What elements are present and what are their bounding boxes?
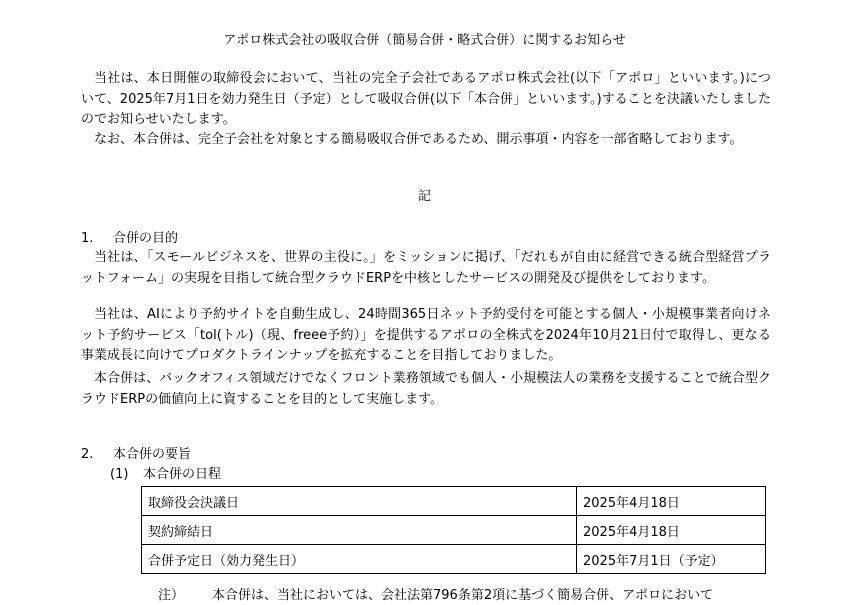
section-1-title: 合併の目的: [113, 231, 179, 246]
ki-marker: 記: [417, 189, 431, 204]
table-row: [142, 516, 766, 545]
section-1-heading: [81, 230, 178, 248]
section-2-number: 2.: [81, 447, 94, 462]
section-1-paragraph-2: 当社は、AIにより予約サイトを自動生成し、24時間365日ネット予約受付を可能とする個人・小規模事業者向けネット予約サービス「tol(トル)（現、freee予約）」を提供するアポロの全株式を2024年10月21日付で取得し、更なる事業成長に向けてプロダクトラインナップを拡充することを目指しておりました。: [81, 307, 771, 363]
intro-paragraph-2: なお、本合併は、完全子会社を対象とする簡易吸収合併であるため、開示事項・内容を一部省略しております。: [94, 132, 743, 147]
subsection-1-title: 本合併の日程: [143, 467, 222, 482]
schedule-table: [141, 486, 766, 574]
table-row: [142, 545, 766, 574]
schedule-date: 2025年4月18日: [577, 487, 766, 516]
document-title: アポロ株式会社の吸収合併（簡易合併・略式合併）に関するお知らせ: [223, 33, 626, 48]
schedule-note: [158, 587, 713, 605]
section-1-number: 1.: [81, 231, 94, 246]
section-2-title: 本合併の要旨: [113, 447, 192, 462]
section-1-paragraph-1: 当社は、「スモールビジネスを、世界の主役に。」をミッションに掲げ、「だれもが自由に経営できる統合型経営プラットフォーム」の実現を目指して統合型クラウドERPを中核としたサービスの開発及び提供をしております。: [81, 250, 771, 286]
schedule-label: 契約締結日: [142, 516, 577, 545]
schedule-label: 合併予定日（効力発生日）: [142, 545, 577, 574]
subsection-1-heading: [110, 466, 221, 484]
table-row: [142, 487, 766, 516]
schedule-label: 取締役会決議日: [142, 487, 577, 516]
note-label: 注）: [158, 588, 185, 603]
subsection-1-number: (1): [110, 467, 129, 482]
section-1-paragraph-3: 本合併は、バックオフィス領域だけでなくフロント業務領域でも個人・小規模法人の業務を支援することで統合型クラウドERPの価値向上に資することを目的として実施します。: [81, 371, 771, 407]
schedule-date: 2025年4月18日: [577, 516, 766, 545]
intro-paragraph-1: 当社は、本日開催の取締役会において、当社の完全子会社であるアポロ株式会社(以下「アポロ」といいます。)について、2025年7月1日を効力発生日（予定）として吸収合併(以下「本合併」といいます。)することを決議いたしましたのでお知らせいたします。: [81, 71, 771, 127]
schedule-date: 2025年7月1日（予定）: [577, 545, 766, 574]
note-text: 本合併は、当社においては、会社法第796条第2項に基づく簡易合併、アポロにおいて: [212, 588, 714, 603]
section-2-heading: [81, 446, 191, 464]
